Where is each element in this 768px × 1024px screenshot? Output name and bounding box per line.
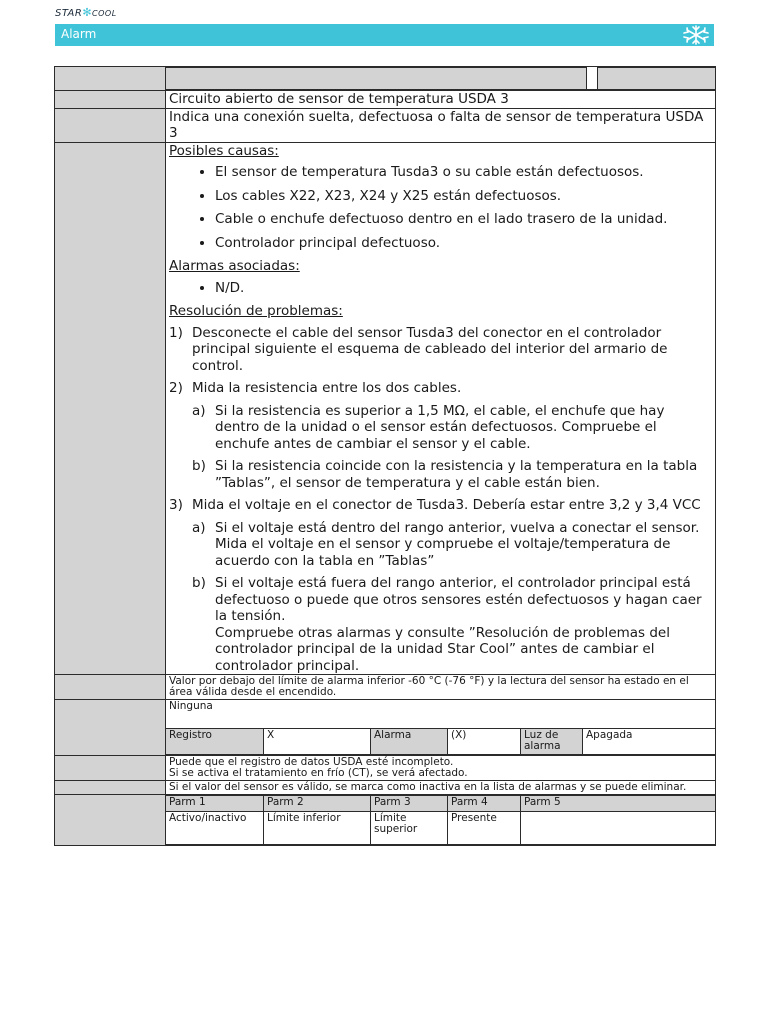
- parm-2-value: Límite inferior: [264, 812, 371, 845]
- parm-1-value: Activo/inactivo: [166, 812, 264, 845]
- step-3b: b) Si el voltaje está fuera del rango anterior, el controlador principal está defectuoso o puede que otros sensores estén defectuosos y hagan caer la tensión. Compruebe otras alarmas y consulte ”Resolución de problemas del controlador principal de la unidad Star Cool” antes de cambiar el controlador principal.: [192, 575, 702, 674]
- parm-2-header: Parm 2: [264, 796, 371, 812]
- reset-row: [55, 781, 716, 795]
- table-row: [166, 812, 715, 845]
- registro-value: X: [264, 729, 371, 755]
- alarm-table: [54, 66, 716, 846]
- step-2b: b) Si la resistencia coincide con la resistencia y la temperatura en la tabla ”Tablas”, el sensor de temperatura y el cable están bien.: [192, 458, 698, 491]
- registro-label: Registro: [166, 729, 264, 755]
- consequence: Puede que el registro de datos USDA esté incompleto. Si se activa el tratamiento en frío (CT), se verá afectado.: [166, 756, 716, 781]
- parameters-row: [55, 795, 716, 846]
- section-title: Alarm: [61, 27, 97, 41]
- action-sub-table: [166, 728, 715, 755]
- troubleshooting-content: [166, 142, 716, 675]
- list-item: • El sensor de temperatura Tusda3 o su cable están defectuosos.: [215, 164, 712, 181]
- header-label-cell: [55, 67, 166, 91]
- luz-value: Apagada: [583, 729, 716, 755]
- parm-1-header: Parm 1: [166, 796, 264, 812]
- troubleshooting-heading: Resolución de problemas:: [169, 303, 343, 319]
- alarma-value: (X): [448, 729, 521, 755]
- action-row: [55, 700, 716, 756]
- list-item: • Controlador principal defectuoso.: [215, 235, 712, 252]
- list-item: • Cable o enchufe defectuoso dentro en el lado trasero de la unidad.: [215, 211, 712, 228]
- header-sub-table: [166, 67, 715, 90]
- parameters-table: [166, 795, 715, 845]
- consequence-row: [55, 756, 716, 781]
- alarma-label: Alarma: [371, 729, 448, 755]
- parm-3-header: Parm 3: [371, 796, 448, 812]
- list-item: • N/D.: [215, 280, 712, 297]
- star-cool-logo: STAR✻COOL: [55, 6, 117, 19]
- causes-list: [169, 164, 712, 251]
- causes-heading: Posibles causas:: [169, 142, 279, 159]
- alarm-name: Circuito abierto de sensor de temperatura USDA 3: [166, 91, 716, 109]
- luz-label: Luz de alarma: [521, 729, 583, 755]
- section-header: [55, 24, 714, 46]
- description-row: [55, 108, 716, 142]
- trigger-condition: Valor por debajo del límite de alarma inferior -60 °C (-76 °F) y la lectura del sensor ha estado en el área válida desde el encendido.: [166, 675, 716, 700]
- related-alarms-heading: Alarmas asociadas:: [169, 258, 300, 274]
- parm-4-value: Presente: [448, 812, 521, 845]
- table-header-row: [55, 67, 716, 91]
- alarm-description: Indica una conexión suelta, defectuosa o falta de sensor de temperatura USDA 3: [166, 108, 716, 142]
- snowflake-icon: [681, 25, 711, 45]
- parm-5-value: [521, 812, 716, 845]
- step-1: 1) Desconecte el cable del sensor Tusda3 del conector en el controlador principal siguiente el esquema de cableado del interior del armario de control.: [169, 324, 668, 374]
- parm-3-value: Límite superior: [371, 812, 448, 845]
- snowflake-icon: ✻: [82, 6, 93, 19]
- step-3a: a) Si el voltaje está dentro del rango anterior, vuelva a conectar el sensor. Mida el voltaje en el sensor y compruebe el voltaje/temperatura de acuerdo con la tabla en ”Tablas”: [192, 519, 700, 569]
- step-2: 2) Mida la resistencia entre los dos cables.: [169, 380, 462, 396]
- table-row: [166, 796, 715, 812]
- step-3: 3) Mida el voltaje en el conector de Tusda3. Debería estar entre 3,2 y 3,4 VCC: [169, 497, 701, 513]
- step-2a: a) Si la resistencia es superior a 1,5 MΩ, el cable, el enchufe que hay dentro de la unidad o el sensor están defectuosos. Compruebe el enchufe antes de cambiar el sensor y el cable.: [192, 402, 665, 452]
- parm-5-header: Parm 5: [521, 796, 716, 812]
- reset-description: Si el valor del sensor es válido, se marca como inactiva en la lista de alarmas y se puede eliminar.: [166, 781, 716, 795]
- trigger-row: [55, 675, 716, 700]
- parm-4-header: Parm 4: [448, 796, 521, 812]
- list-item: • Los cables X22, X23, X24 y X25 están defectuosos.: [215, 188, 712, 205]
- troubleshooting-row: [55, 142, 716, 675]
- related-alarms-list: [169, 280, 712, 297]
- alarm-name-row: [55, 91, 716, 109]
- action-value: Ninguna: [169, 700, 213, 712]
